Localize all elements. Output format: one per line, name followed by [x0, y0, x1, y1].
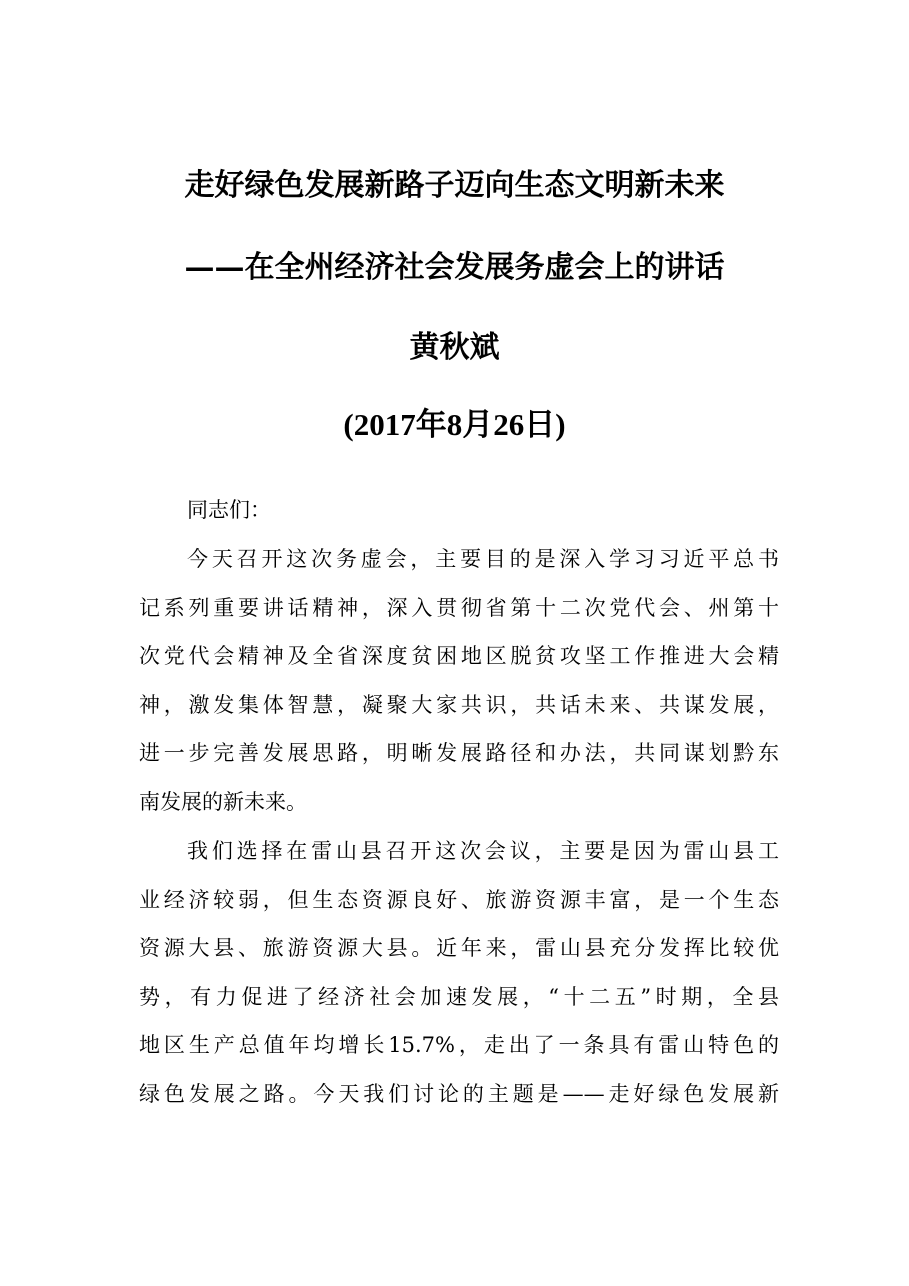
paragraph-line: 南发展的新未来。	[139, 789, 307, 814]
paragraph-line: 神，激发集体智慧，凝聚大家共识，共话未来、共谋发展，	[139, 692, 779, 717]
document-date: (2017年8月26日)	[343, 407, 566, 442]
paragraph-line: 业经济较弱，但生态资源良好、旅游资源丰富，是一个生态	[139, 887, 779, 912]
document-subtitle: ——在全州经济社会发展务虚会上的讲话	[184, 250, 725, 285]
paragraph-line: 进一步完善发展思路，明晰发展路径和办法，共同谋划黔东	[139, 741, 779, 766]
paragraph-line: 今天召开这次务虚会，主要目的是深入学习习近平总书	[187, 547, 779, 571]
paragraph-line: 地区生产总值年均增长15.7%，走出了一条具有雷山特色的	[139, 1033, 779, 1058]
salutation-line: 同志们：	[187, 498, 271, 522]
document-author: 黄秋斌	[409, 330, 500, 365]
document-title: 走好绿色发展新路子迈向生态文明新未来	[184, 168, 725, 203]
paragraph-line: 记系列重要讲话精神，深入贯彻省第十二次党代会、州第十	[139, 595, 779, 620]
paragraph-line: 次党代会精神及全省深度贫困地区脱贫攻坚工作推进大会精	[139, 644, 779, 669]
paragraph-line: 资源大县、旅游资源大县。近年来，雷山县充分发挥比较优	[139, 936, 779, 961]
paragraph-line: 势，有力促进了经济社会加速发展，“十二五”时期，全县	[139, 984, 779, 1009]
salutation	[139, 486, 779, 535]
paragraph-line: 我们选择在雷山县召开这次会议，主要是因为雷山县工	[187, 839, 779, 863]
paragraph-1	[139, 535, 779, 827]
paragraph-2	[139, 827, 779, 1119]
paragraph-line: 绿色发展之路。今天我们讨论的主题是——走好绿色发展新	[139, 1081, 779, 1106]
